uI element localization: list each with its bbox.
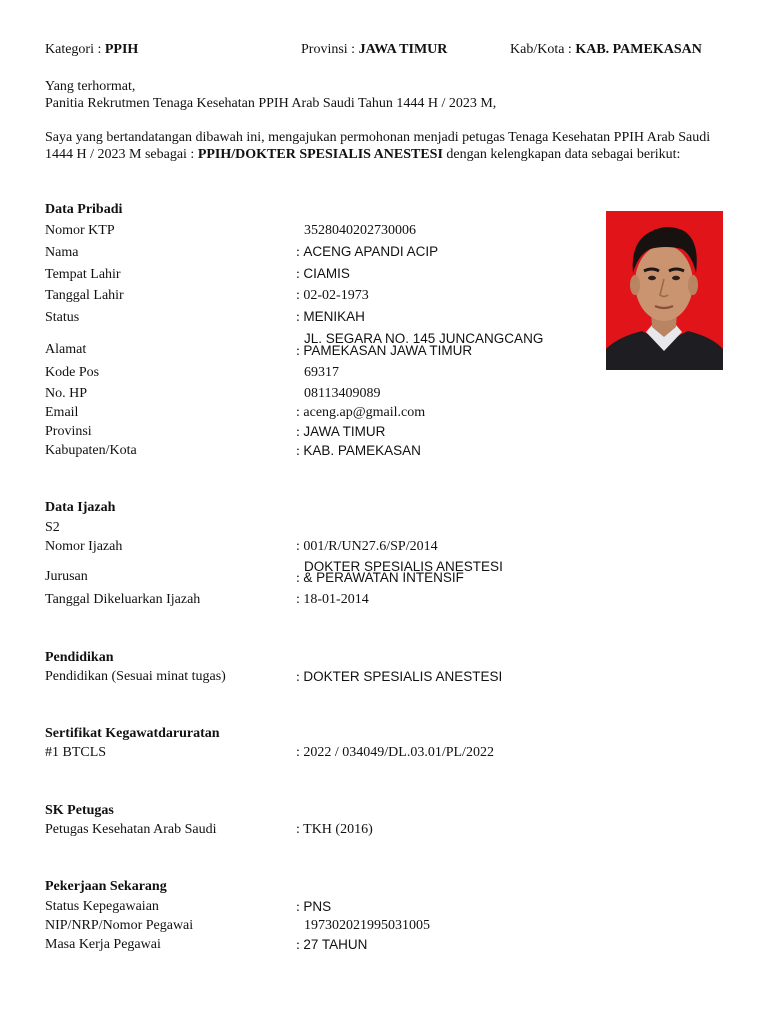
value-petugas-kesehatan xyxy=(296,821,373,838)
greeting-line2: Panitia Rekrutmen Tenaga Kesehatan PPIH Arab Saudi Tahun 1444 H / 2023 M, xyxy=(45,96,497,111)
nama-text: ACENG APANDI ACIP xyxy=(303,244,439,259)
masa-kerja-text: 27 TAHUN xyxy=(303,937,368,952)
value-no-hp: 08113409089 xyxy=(304,386,381,401)
value-alamat-line1: JL. SEGARA NO. 145 JUNCANGCANG xyxy=(304,331,544,346)
status-kepegawaian-text: PNS xyxy=(303,899,332,914)
label-status-kepegawaian: Status Kepegawaian xyxy=(45,899,159,914)
label-tempat-lahir: Tempat Lahir xyxy=(45,267,121,282)
value-nama xyxy=(296,243,438,261)
header-kategori xyxy=(45,41,138,58)
colon: : xyxy=(296,310,300,325)
label-pendidikan: Pendidikan (Sesuai minat tugas) xyxy=(45,669,226,684)
provinsi-value: JAWA TIMUR xyxy=(358,42,448,57)
label-nomor-ktp: Nomor KTP xyxy=(45,223,115,238)
email-text: aceng.ap@gmail.com xyxy=(303,405,426,420)
colon: : xyxy=(296,288,300,303)
value-kode-pos: 69317 xyxy=(304,365,339,380)
tanggal-lahir-text: 02-02-1973 xyxy=(303,288,369,303)
label-tanggal-lahir: Tanggal Lahir xyxy=(45,288,124,303)
alamat-line2-text: PAMEKASAN JAWA TIMUR xyxy=(303,343,473,358)
kabkota-value: KAB. PAMEKASAN xyxy=(575,42,702,57)
colon: : xyxy=(296,571,300,586)
colon: : xyxy=(296,938,300,953)
label-email: Email xyxy=(45,405,79,420)
colon: : xyxy=(296,900,300,915)
intro-text-after: dengan kelengkapan data sebagai berikut: xyxy=(442,147,681,162)
tempat-lahir-text: CIAMIS xyxy=(303,266,350,281)
section-title-data-ijazah: Data Ijazah xyxy=(45,500,116,515)
value-nomor-ijazah xyxy=(296,538,438,555)
value-masa-kerja xyxy=(296,936,367,954)
section-title-pendidikan: Pendidikan xyxy=(45,650,114,665)
label-no-hp: No. HP xyxy=(45,386,88,401)
value-tanggal-lahir xyxy=(296,287,369,304)
value-status xyxy=(296,308,365,326)
value-pendidikan xyxy=(296,668,502,686)
kategori-label: Kategori : xyxy=(45,42,105,57)
colon: : xyxy=(296,822,300,837)
pendidikan-text: DOKTER SPESIALIS ANESTESI xyxy=(303,669,503,684)
label-provinsi: Provinsi xyxy=(45,424,92,439)
colon: : xyxy=(296,670,300,685)
section-title-data-pribadi: Data Pribadi xyxy=(45,202,123,217)
value-status-kepegawaian xyxy=(296,898,331,916)
provinsi-label: Provinsi : xyxy=(301,42,359,57)
intro-position: PPIH/DOKTER SPESIALIS ANESTESI xyxy=(197,147,443,162)
label-jurusan: Jurusan xyxy=(45,569,88,584)
label-nip: NIP/NRP/Nomor Pegawai xyxy=(45,918,194,933)
tanggal-ijazah-text: 18-01-2014 xyxy=(303,592,369,607)
provinsi-text: JAWA TIMUR xyxy=(303,424,386,439)
colon: : xyxy=(296,539,300,554)
header-provinsi xyxy=(301,41,447,58)
label-tanggal-ijazah: Tanggal Dikeluarkan Ijazah xyxy=(45,592,201,607)
header-kabkota xyxy=(510,41,702,58)
portrait-icon xyxy=(606,211,723,370)
kategori-value: PPIH xyxy=(104,42,139,57)
value-kabupaten-kota xyxy=(296,442,421,460)
greeting-line1: Yang terhormat, xyxy=(45,79,136,94)
colon: : xyxy=(296,245,300,260)
status-text: MENIKAH xyxy=(303,309,365,324)
label-petugas-kesehatan: Petugas Kesehatan Arab Saudi xyxy=(45,822,217,837)
value-email xyxy=(296,404,425,421)
value-tanggal-ijazah xyxy=(296,591,369,608)
label-kode-pos: Kode Pos xyxy=(45,365,100,380)
intro-text-before: Saya yang bertandatangan dibawah ini, mengajukan permohonan menjadi petugas Tenaga Kesehatan PPIH Arab Saudi 1444 H / 2023 M sebagai : xyxy=(45,130,711,162)
value-provinsi xyxy=(296,423,385,441)
value-btcls xyxy=(296,744,494,761)
value-jurusan-line1: DOKTER SPESIALIS ANESTESI xyxy=(304,559,503,574)
kabkota-label: Kab/Kota : xyxy=(510,42,576,57)
value-nip: 197302021995031005 xyxy=(304,918,430,933)
colon: : xyxy=(296,444,300,459)
ijazah-level: S2 xyxy=(45,520,60,535)
label-nomor-ijazah: Nomor Ijazah xyxy=(45,539,123,554)
section-title-sertifikat: Sertifikat Kegawatdaruratan xyxy=(45,726,220,741)
colon: : xyxy=(296,592,300,607)
value-tempat-lahir xyxy=(296,265,350,283)
kabupaten-kota-text: KAB. PAMEKASAN xyxy=(303,443,421,458)
colon: : xyxy=(296,267,300,282)
label-btcls: #1 BTCLS xyxy=(45,745,107,760)
btcls-text: 2022 / 034049/DL.03.01/PL/2022 xyxy=(303,745,494,760)
profile-photo xyxy=(606,211,723,370)
value-jurusan-line2 xyxy=(296,572,464,584)
intro-paragraph xyxy=(45,129,735,163)
label-kabupaten-kota: Kabupaten/Kota xyxy=(45,443,137,458)
petugas-kesehatan-text: TKH (2016) xyxy=(303,822,373,837)
label-masa-kerja: Masa Kerja Pegawai xyxy=(45,937,161,952)
colon: : xyxy=(296,405,300,420)
jurusan-line2-text: & PERAWATAN INTENSIF xyxy=(303,570,464,585)
label-alamat: Alamat xyxy=(45,342,87,357)
value-alamat-line2 xyxy=(296,345,472,357)
nomor-ijazah-text: 001/R/UN27.6/SP/2014 xyxy=(303,539,438,554)
value-nomor-ktp: 3528040202730006 xyxy=(304,223,416,238)
section-title-pekerjaan: Pekerjaan Sekarang xyxy=(45,879,167,894)
colon: : xyxy=(296,425,300,440)
label-nama: Nama xyxy=(45,245,79,260)
section-title-sk-petugas: SK Petugas xyxy=(45,803,114,818)
colon: : xyxy=(296,745,300,760)
label-status: Status xyxy=(45,310,80,325)
colon: : xyxy=(296,344,300,359)
